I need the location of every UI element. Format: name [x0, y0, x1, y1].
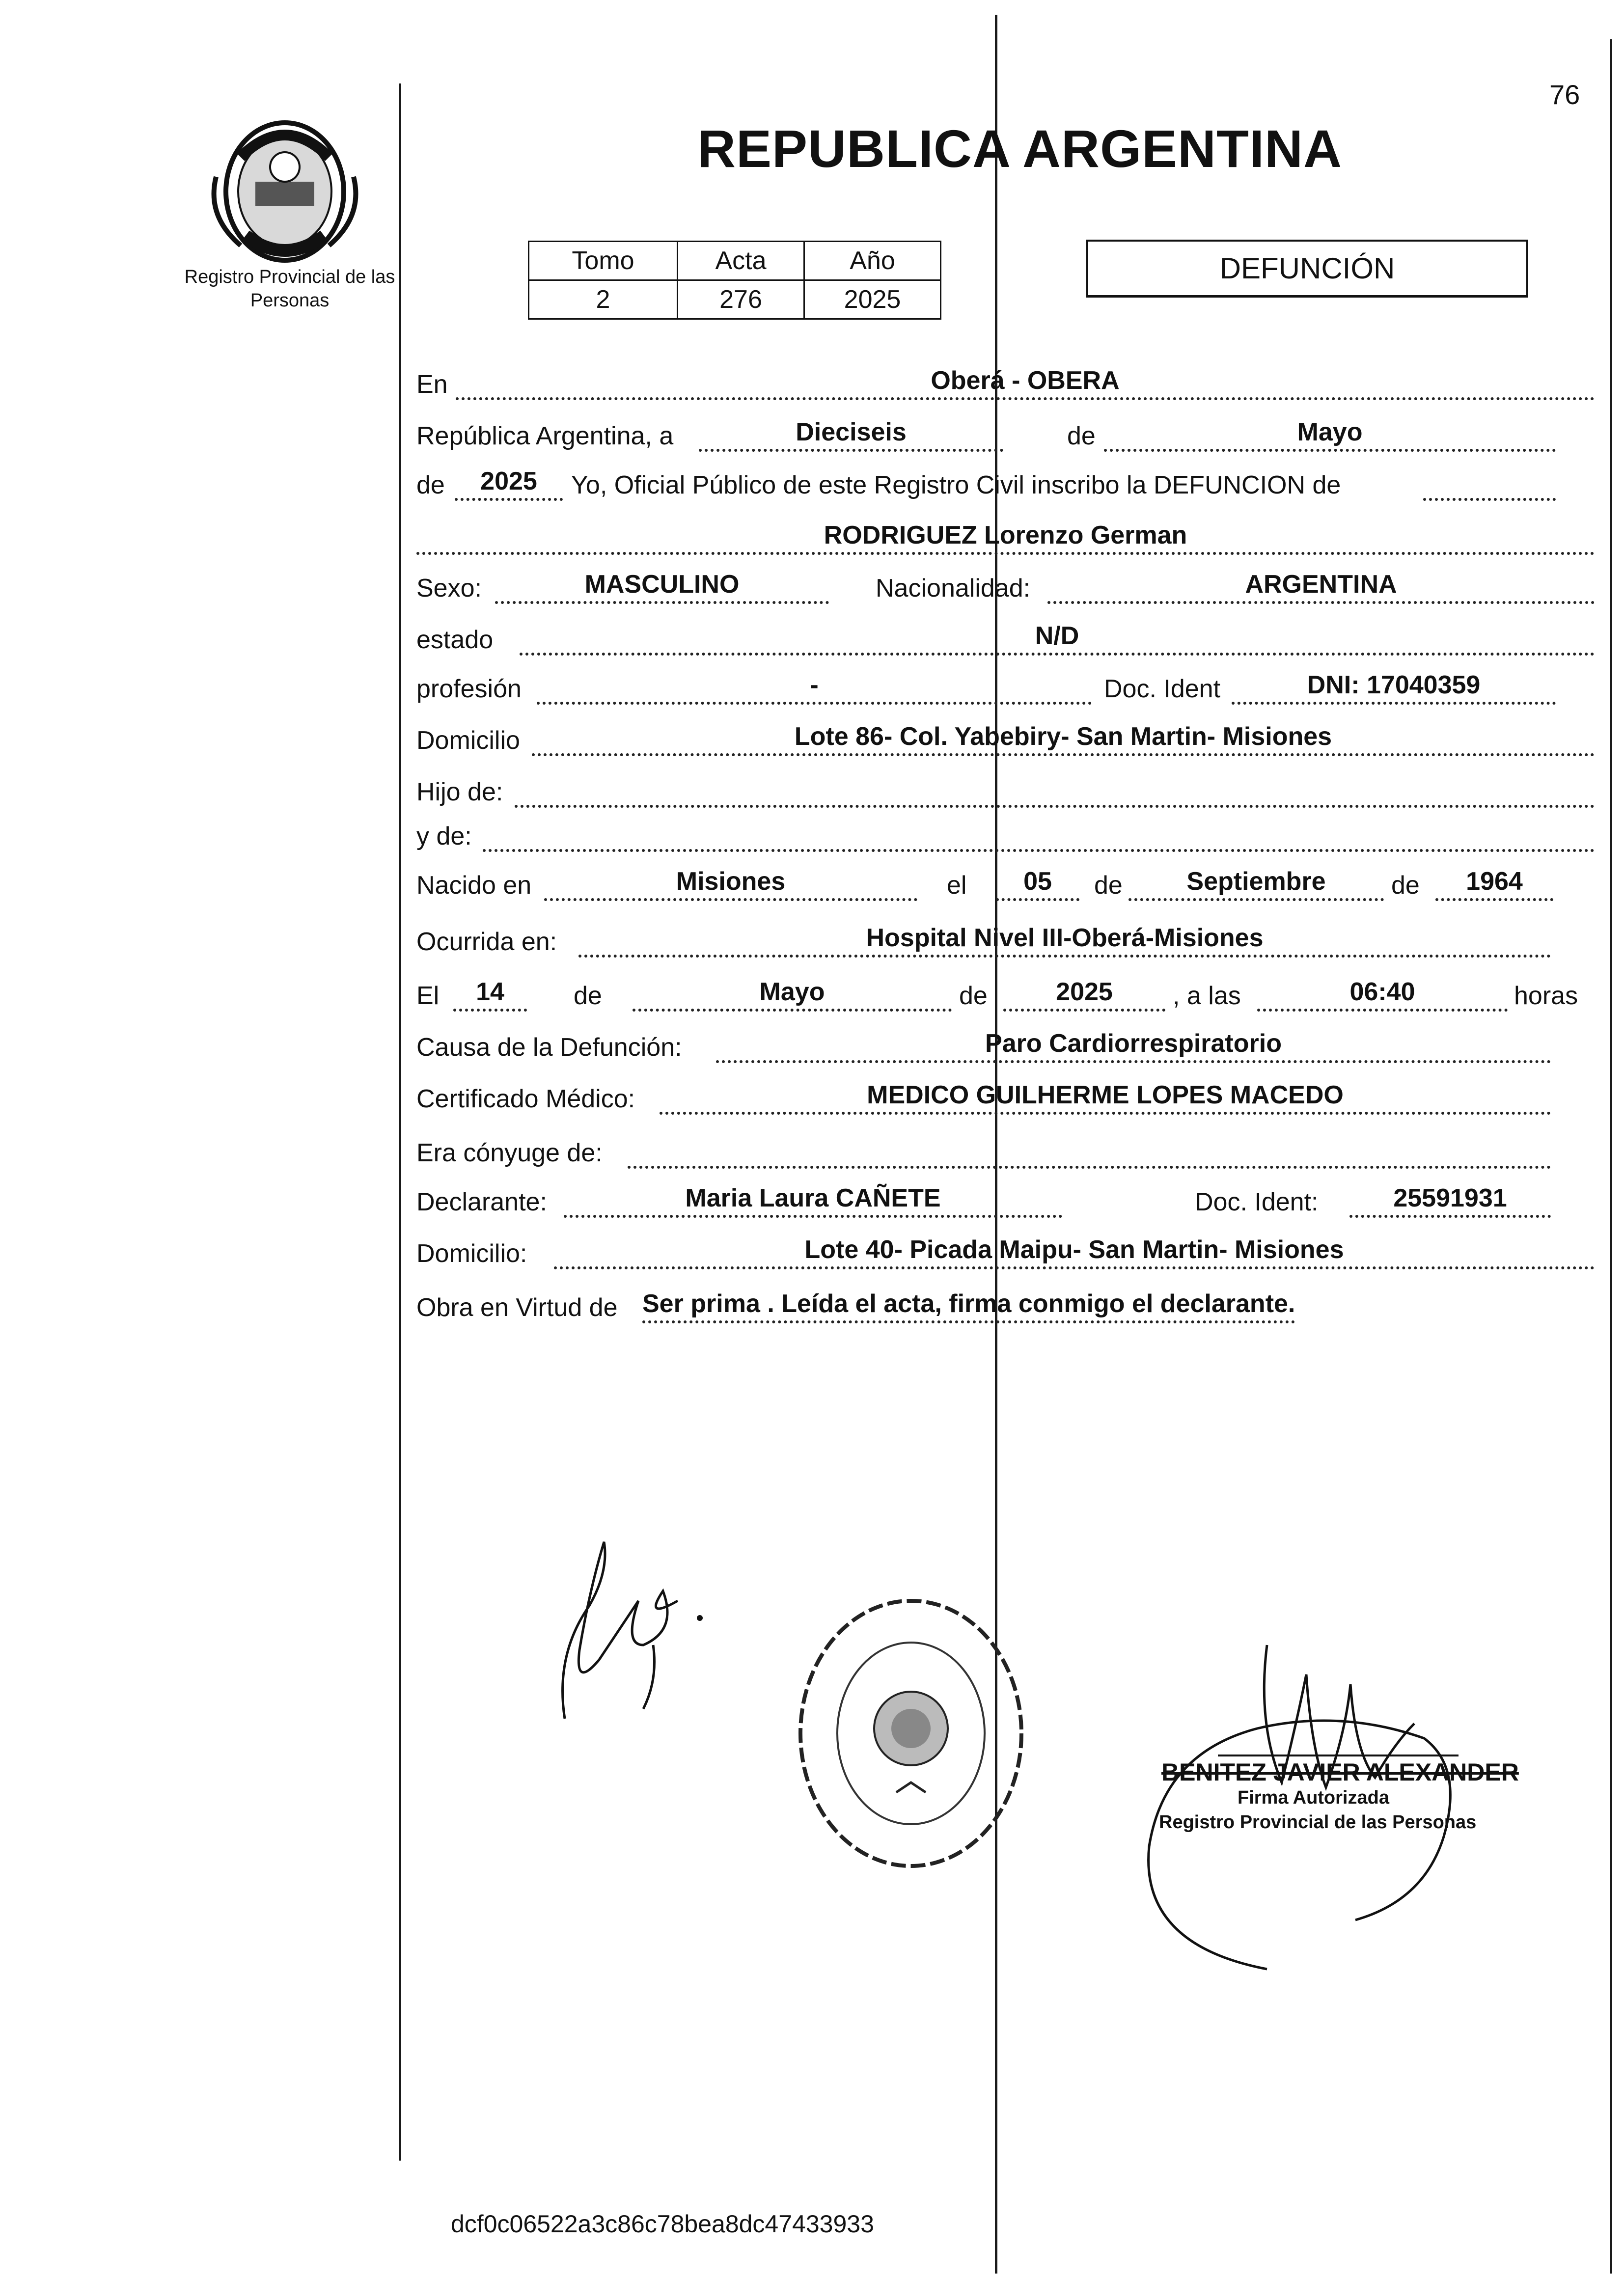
- row-estado: [416, 621, 1595, 656]
- birth-de1: de: [1094, 871, 1123, 900]
- row-causa: [416, 1029, 1595, 1063]
- en-label: En: [416, 370, 448, 399]
- domicilio-label: Domicilio: [416, 726, 520, 755]
- left-margin-line: [399, 83, 401, 2161]
- row-declarante: [416, 1183, 1595, 1218]
- oficial-text: Yo, Oficial Público de este Registro Civil inscribo la DEFUNCION de: [571, 471, 1341, 499]
- stamp-office: Registro Provincial de las Personas: [1159, 1812, 1477, 1833]
- ocurrida-value: Hospital Nivel III-Oberá-Misiones: [578, 922, 1551, 958]
- obra-label: Obra en Virtud de: [416, 1293, 618, 1322]
- nacido-label: Nacido en: [416, 871, 532, 900]
- nacionalidad-label: Nacionalidad:: [876, 574, 1031, 603]
- estado-value: N/D: [520, 620, 1595, 656]
- row-domicilio-declarante: [416, 1235, 1595, 1269]
- declarante-label: Declarante:: [416, 1188, 547, 1216]
- yde-filler: [483, 844, 1595, 852]
- death-de1: de: [574, 982, 602, 1010]
- ocurrida-label: Ocurrida en:: [416, 928, 557, 956]
- horas-label: horas: [1514, 982, 1578, 1010]
- reference-table: [528, 241, 941, 320]
- acta-header: Acta: [678, 242, 804, 280]
- row-en: [416, 366, 1595, 400]
- acta-value: 276: [678, 280, 804, 319]
- de2-label: de: [416, 471, 445, 499]
- document-type-box: [1086, 240, 1528, 298]
- sexo-label: Sexo:: [416, 574, 482, 603]
- birth-month: Septiembre: [1129, 866, 1384, 901]
- causa-label: Causa de la Defunción:: [416, 1033, 682, 1062]
- republica-label: República Argentina, a: [416, 422, 674, 450]
- sexo-value: MASCULINO: [495, 569, 829, 604]
- stamp-officer-name: BENITEZ JAVIER ALEXANDER: [1161, 1758, 1519, 1786]
- right-margin-line: [1610, 39, 1612, 2274]
- day-value: Dieciseis: [699, 416, 1003, 452]
- document-type: DEFUNCIÓN: [1219, 252, 1395, 285]
- birth-year: 1964: [1435, 866, 1553, 901]
- row-fecha-defuncion: [416, 977, 1595, 1012]
- declarant-signature: [530, 1532, 707, 1738]
- row-domicilio: [416, 722, 1595, 756]
- year-value: 2025: [455, 466, 563, 501]
- de-label: de: [1067, 422, 1096, 450]
- row-profesion: [416, 670, 1595, 705]
- birth-de2: de: [1391, 871, 1420, 900]
- nacionalidad-value: ARGENTINA: [1047, 569, 1595, 604]
- estado-label: estado: [416, 626, 494, 654]
- el-label: el: [947, 871, 967, 900]
- page-number: 76: [1549, 79, 1580, 110]
- el2-label: El: [416, 982, 440, 1010]
- declarante-value: Maria Laura CAÑETE: [564, 1182, 1062, 1218]
- death-time: 06:40: [1257, 976, 1508, 1012]
- row-obra: [416, 1289, 1595, 1323]
- doc-ident-label: Doc. Ident: [1104, 675, 1221, 703]
- registry-caption: Registro Provincial de las Personas: [184, 267, 395, 311]
- tomo-header: Tomo: [529, 242, 678, 280]
- certificado-label: Certificado Médico:: [416, 1085, 635, 1113]
- document-title: REPUBLICA ARGENTINA: [697, 119, 1342, 178]
- row-nacido: [416, 867, 1595, 901]
- hijo-label: Hijo de:: [416, 778, 503, 806]
- death-year: 2025: [1003, 976, 1165, 1012]
- row-sexo: [416, 570, 1595, 604]
- conyuge-label: Era cónyuge de:: [416, 1139, 603, 1167]
- profesion-value: -: [537, 669, 1092, 705]
- row-name: [416, 521, 1595, 555]
- anio-header: Año: [804, 242, 941, 280]
- doc-ident-value: DNI: 17040359: [1232, 669, 1556, 705]
- document-hash: dcf0c06522a3c86c78bea8dc47433933: [451, 2210, 874, 2238]
- doc2-value: 25591931: [1349, 1182, 1551, 1218]
- en-value: Oberá - OBERA: [456, 365, 1595, 400]
- row-yde: [416, 818, 1595, 852]
- row-conyuge: [416, 1134, 1595, 1169]
- doc2-label: Doc. Ident:: [1195, 1188, 1319, 1216]
- death-day: 14: [453, 976, 527, 1012]
- hijo-filler: [515, 800, 1595, 808]
- tomo-value: 2: [529, 280, 678, 319]
- causa-value: Paro Cardiorrespiratorio: [716, 1028, 1551, 1063]
- row-ocurrida: [416, 923, 1595, 958]
- row-hijo: [416, 773, 1595, 808]
- death-month: Mayo: [633, 976, 952, 1012]
- certificado-value: MEDICO GUILHERME LOPES MACEDO: [660, 1079, 1551, 1115]
- row-date: [416, 417, 1595, 452]
- domicilio2-value: Lote 40- Picada Maipu- San Martin- Misiones: [554, 1234, 1595, 1269]
- conyuge-filler: [628, 1161, 1551, 1169]
- alas-label: , a las: [1173, 982, 1241, 1010]
- obra-value: Ser prima . Leída el acta, firma conmigo el declarante.: [642, 1288, 1295, 1323]
- domicilio2-label: Domicilio:: [416, 1239, 527, 1268]
- province-crest-icon: [196, 103, 373, 273]
- death-de2: de: [959, 982, 988, 1010]
- anio-value: 2025: [804, 280, 941, 319]
- oficial-filler: [1423, 493, 1556, 501]
- domicilio-value: Lote 86- Col. Yabebiry- San Martin- Misiones: [532, 721, 1595, 756]
- birth-day: 05: [996, 866, 1079, 901]
- profesion-label: profesión: [416, 675, 522, 703]
- deceased-name: RODRIGUEZ Lorenzo German: [416, 520, 1595, 555]
- row-oficial: [416, 466, 1595, 501]
- registry-seal: [791, 1586, 1031, 1881]
- nacido-value: Misiones: [544, 866, 917, 901]
- stamp-role: Firma Autorizada: [1238, 1787, 1389, 1808]
- month-value: Mayo: [1104, 416, 1556, 452]
- yde-label: y de:: [416, 822, 472, 850]
- row-certificado: [416, 1080, 1595, 1115]
